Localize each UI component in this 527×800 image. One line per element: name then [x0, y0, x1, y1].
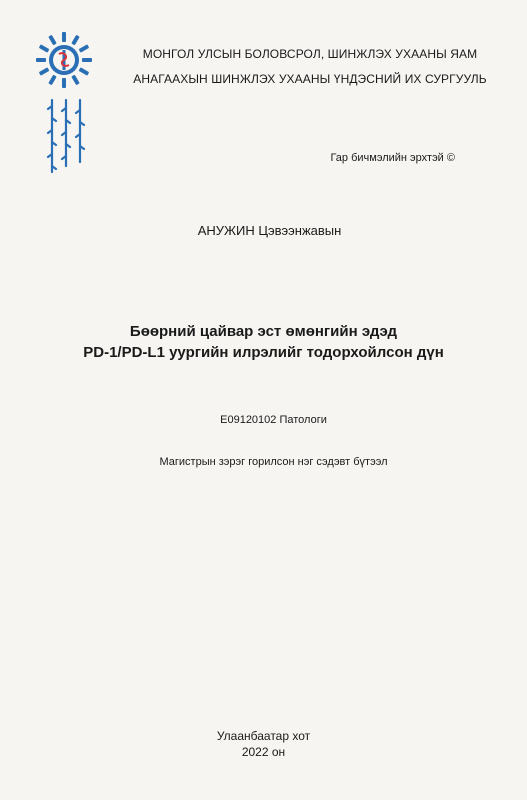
ministry-name: МОНГОЛ УЛСЫН БОЛОВСРОЛ, ШИНЖЛЭХ УХААНЫ ЯАМ — [142, 47, 478, 61]
year: 2022 он — [241, 745, 286, 759]
university-logo-icon — [34, 30, 94, 90]
author-name: АНУЖИН Цэвээнжавын — [197, 223, 342, 238]
place-and-year — [0, 728, 527, 760]
mongolian-script-emblem — [44, 96, 94, 176]
specialty-code: E09120102 Патологи — [220, 414, 327, 426]
copyright-note: Гар бичмэлийн эрхтэй © — [330, 152, 455, 164]
thesis-title — [0, 321, 527, 363]
thesis-title-line-2: PD-1/PD-L1 уургийн илрэлийг тодорхойлсон дүн — [83, 344, 444, 361]
degree-note: Магистрын зэрэг горилсон нэг сэдэвт бүтээл — [159, 456, 388, 468]
city: Улаанбаатар хот — [216, 729, 311, 743]
thesis-title-line-1: Бөөрний цайвар эст өмөнгийн эдэд — [129, 323, 398, 340]
university-name: АНАГААХЫН ШИНЖЛЭХ УХААНЫ ҮНДЭСНИЙ ИХ СУРГУУЛЬ — [133, 72, 487, 86]
